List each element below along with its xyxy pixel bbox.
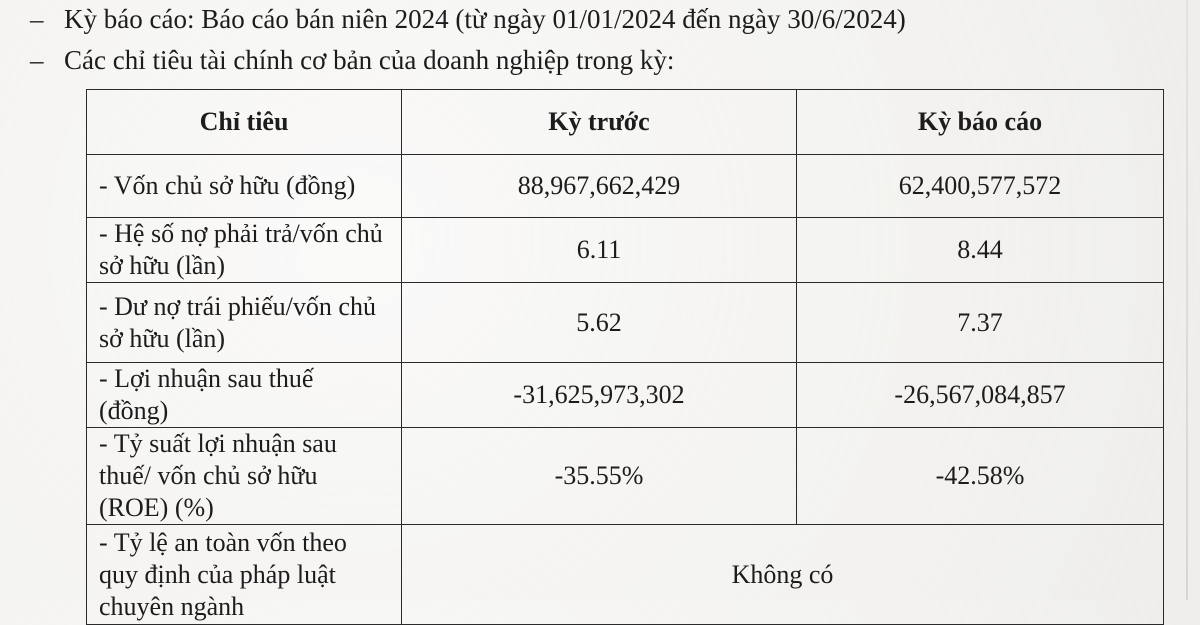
- prior-value: -31,625,973,302: [402, 363, 797, 428]
- row-label: - Dư nợ trái phiếu/vốn chủ sở hữu (lần): [87, 283, 402, 363]
- report-period-bullet: [30, 2, 906, 36]
- row-label: - Lợi nhuận sau thuế (đồng): [87, 363, 402, 428]
- merged-value: Không có: [402, 525, 1164, 625]
- header-report-period: Kỳ báo cáo: [797, 90, 1164, 155]
- current-value: 8.44: [797, 218, 1164, 283]
- bullet-dash: –: [30, 45, 44, 75]
- current-value: 7.37: [797, 283, 1164, 363]
- current-value: -42.58%: [797, 428, 1164, 525]
- financial-indicators-table: [86, 89, 1164, 625]
- header-prior-period: Kỳ trước: [402, 90, 797, 155]
- table-row: [87, 363, 1164, 428]
- row-label: - Tỷ lệ an toàn vốn theo quy định của pháp luật chuyên ngành: [87, 525, 402, 625]
- row-label: - Tỷ suất lợi nhuận sau thuế/ vốn chủ sở hữu (ROE) (%): [87, 428, 402, 525]
- page-edge-shadow: [1186, 0, 1188, 600]
- table-header-row: [87, 90, 1164, 155]
- prior-value: -35.55%: [402, 428, 797, 525]
- row-label: - Vốn chủ sở hữu (đồng): [87, 155, 402, 218]
- current-value: 62,400,577,572: [797, 155, 1164, 218]
- financial-indicators-text: Các chỉ tiêu tài chính cơ bản của doanh nghiệp trong kỳ:: [64, 45, 675, 75]
- table-row: [87, 155, 1164, 218]
- financial-indicators-bullet: [30, 43, 674, 77]
- table-row: [87, 218, 1164, 283]
- table-row: [87, 428, 1164, 525]
- prior-value: 5.62: [402, 283, 797, 363]
- prior-value: 6.11: [402, 218, 797, 283]
- row-label: - Hệ số nợ phải trả/vốn chủ sở hữu (lần): [87, 218, 402, 283]
- header-indicator: Chỉ tiêu: [87, 90, 402, 155]
- current-value: -26,567,084,857: [797, 363, 1164, 428]
- table-row: [87, 525, 1164, 625]
- table-row: [87, 283, 1164, 363]
- prior-value: 88,967,662,429: [402, 155, 797, 218]
- report-period-text: Kỳ báo cáo: Báo cáo bán niên 2024 (từ ngày 01/01/2024 đến ngày 30/6/2024): [64, 4, 906, 34]
- bullet-dash: –: [30, 4, 44, 34]
